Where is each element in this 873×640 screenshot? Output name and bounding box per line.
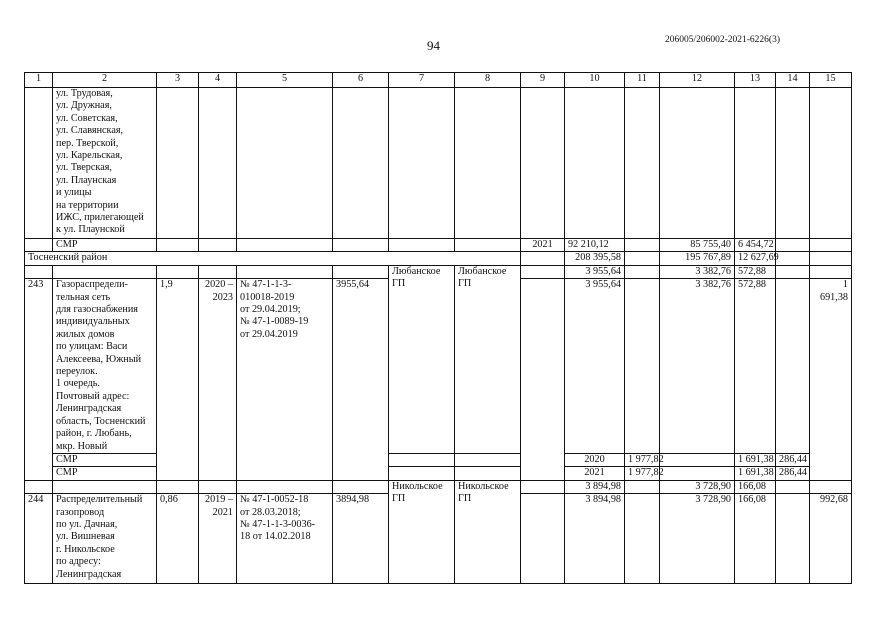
amount-cell: 85 755,40: [660, 239, 735, 252]
year-cell: 2020: [565, 453, 625, 466]
district-total-row: [25, 252, 852, 265]
length-cell: 1,9: [157, 279, 199, 481]
object-name: Газораспредели- тельная сеть для газоснабжения индивидуальных жилых домов по улицам: Васи Алексеева, Южный переулок. 1 очередь. Почтовый адрес: Ленинградская область, Тосненский район, г. Любань, мкр. Новый: [53, 279, 157, 454]
year-cell: 2021: [521, 239, 565, 252]
col-number: 8: [455, 73, 521, 88]
amount-cell: 1 977,82: [625, 453, 660, 466]
col-number: 10: [565, 73, 625, 88]
settlement-cell: Любанское ГП: [389, 265, 455, 453]
col-number: 7: [389, 73, 455, 88]
page-number: 94: [427, 38, 440, 53]
amount-cell: 208 395,58: [565, 252, 625, 265]
table-row: [25, 239, 852, 252]
cost-cell: 3894,98: [333, 494, 389, 584]
amount-cell: 3 382,76: [660, 279, 735, 454]
col-number: 2: [53, 73, 157, 88]
smr-label: СМР: [53, 453, 157, 466]
amount-cell: 195 767,89: [660, 252, 735, 265]
amount-cell: 166,08: [735, 494, 776, 584]
cost-cell: 3955,64: [333, 279, 389, 481]
amount-cell: 3 955,64: [565, 265, 625, 278]
col-number: 5: [237, 73, 333, 88]
document-id: 206005/206002-2021-6226(3): [664, 35, 780, 45]
amount-cell: 6 454,72: [735, 239, 776, 252]
table-row: [25, 453, 852, 466]
table-row: [25, 265, 852, 278]
amount-cell: 992,68: [810, 494, 852, 584]
amount-cell: 286,44: [776, 467, 810, 480]
table-row: [25, 88, 852, 239]
amount-cell: 3 894,98: [565, 480, 625, 493]
amount-cell: 3 728,90: [660, 494, 735, 584]
smr-label: СМР: [53, 239, 157, 252]
program-table: [24, 72, 852, 584]
amount-cell: 3 955,64: [565, 279, 625, 454]
expertise-cell: № 47-1-1-3- 010018-2019 от 29.04.2019; № 47-1-0089-19 от 29.04.2019: [237, 279, 333, 481]
amount-cell: 92 210,12: [565, 239, 625, 252]
col-number: 13: [735, 73, 776, 88]
smr-label: СМР: [53, 467, 157, 480]
amount-cell: 12 627,69: [735, 252, 776, 265]
table-row: [25, 480, 852, 493]
col-number: 11: [625, 73, 660, 88]
year-cell: 2021: [565, 467, 625, 480]
period-cell: 2019 – 2021: [199, 494, 237, 584]
col-number: 15: [810, 73, 852, 88]
col-number: 9: [521, 73, 565, 88]
amount-cell: 1 977,82: [625, 467, 660, 480]
item-number: 244: [25, 494, 53, 584]
district-label: Тосненский район: [25, 252, 521, 265]
amount-cell: 3 382,76: [660, 265, 735, 278]
amount-cell: 1 691,38: [810, 279, 852, 481]
amount-cell: 572,88: [735, 265, 776, 278]
col-number: 3: [157, 73, 199, 88]
length-cell: 0,86: [157, 494, 199, 584]
amount-cell: 3 728,90: [660, 480, 735, 493]
col-number: 4: [199, 73, 237, 88]
object-name: Распределительный газопровод по ул. Дачная, ул. Вишневая г. Никольское по адресу: Ленинградская: [53, 494, 157, 584]
amount-cell: 286,44: [776, 453, 810, 466]
expertise-cell: № 47-1-0052-18 от 28.03.2018; № 47-1-1-3-0036- 18 от 14.02.2018: [237, 494, 333, 584]
settlement-cell: Никольское ГП: [389, 480, 455, 583]
table-row: [25, 467, 852, 480]
period-cell: 2020 – 2023: [199, 279, 237, 481]
object-name-continuation: ул. Трудовая, ул. Дружная, ул. Советская, ул. Славянская, пер. Тверской, ул. Карельская, ул. Тверская, ул. Плаунская и улицы на территории ИЖС, прилегающей к ул. Плаунской: [53, 88, 157, 239]
amount-cell: 166,08: [735, 480, 776, 493]
settlement-cell: Любанское ГП: [455, 265, 521, 453]
col-number: 6: [333, 73, 389, 88]
amount-cell: 1 691,38: [735, 453, 776, 466]
col-number: 1: [25, 73, 53, 88]
amount-cell: 1 691,38: [735, 467, 776, 480]
settlement-cell: Никольское ГП: [455, 480, 521, 583]
item-number: 243: [25, 279, 53, 481]
column-number-row: [25, 73, 852, 88]
amount-cell: 3 894,98: [565, 494, 625, 584]
col-number: 12: [660, 73, 735, 88]
amount-cell: 572,88: [735, 279, 776, 454]
col-number: 14: [776, 73, 810, 88]
